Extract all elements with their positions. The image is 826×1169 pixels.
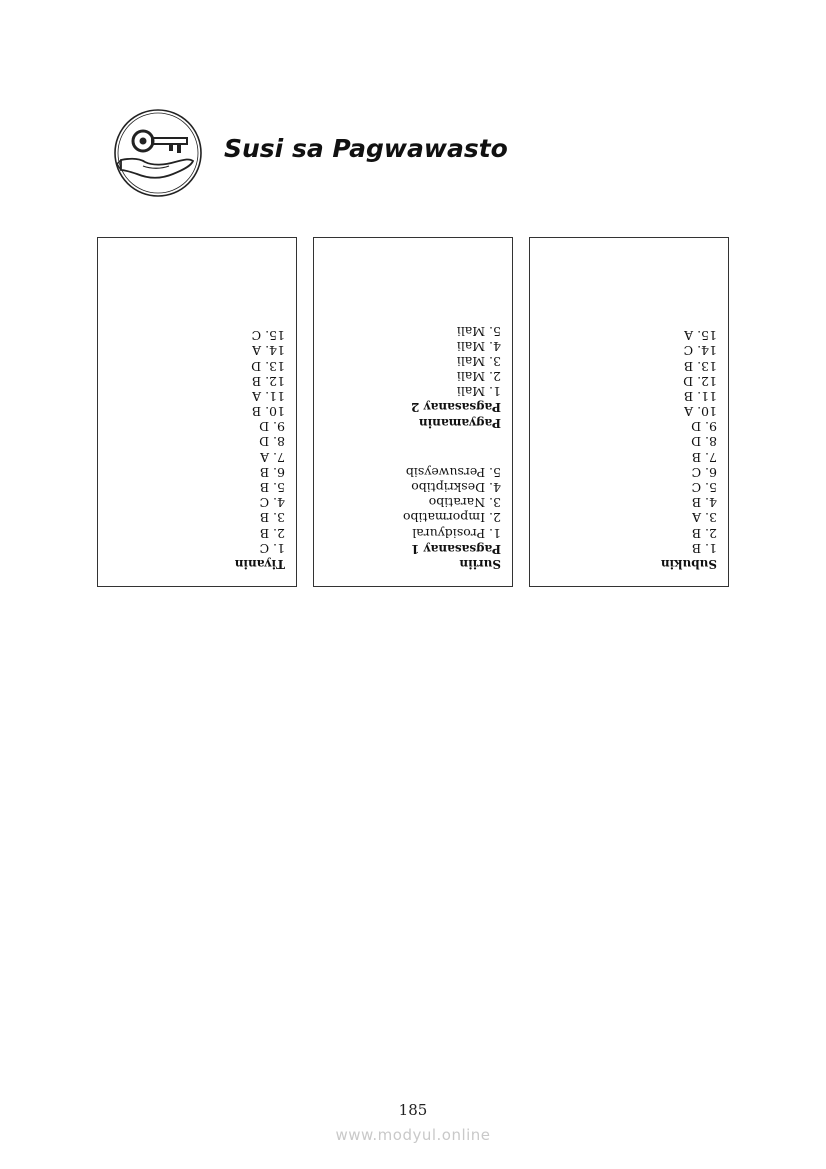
- answer-item: 13. B: [683, 358, 717, 374]
- box-heading: Subukin: [660, 557, 717, 571]
- answer-item: 11. A: [252, 388, 285, 404]
- answer-item: 10. B: [251, 404, 285, 420]
- answer-item: 2. Impormatibo: [402, 510, 501, 526]
- answer-item: 9. D: [691, 419, 717, 435]
- page-number: 185: [398, 1101, 428, 1119]
- answer-item: 10. A: [684, 404, 717, 420]
- answer-item: 15. C: [251, 328, 285, 344]
- answer-item: 15. A: [684, 328, 717, 344]
- answer-item: 2. B: [691, 525, 717, 541]
- answer-box-tiyakin: [97, 237, 297, 587]
- answer-item: 3. Naratibo: [428, 495, 501, 511]
- answer-item: 9. D: [259, 419, 285, 435]
- answer-item: 3. B: [259, 510, 285, 526]
- answer-item: 6. B: [259, 464, 285, 480]
- answer-item: 4. Deskriptibo: [411, 480, 501, 496]
- answer-item: 1. Mali: [456, 384, 501, 400]
- answer-item: 14. C: [683, 343, 717, 359]
- answer-item: 3. Mali: [456, 353, 501, 369]
- answer-item: 6. C: [691, 464, 717, 480]
- answer-item: 13. D: [251, 358, 285, 374]
- answer-item: 2. Mali: [456, 369, 501, 385]
- answer-item: 1. B: [691, 540, 717, 556]
- answer-item: 7. B: [691, 449, 717, 465]
- key-in-hand-icon: [113, 108, 203, 198]
- answer-item: 2. B: [259, 525, 285, 541]
- answer-item: 4. B: [691, 495, 717, 511]
- answer-item: 5. C: [691, 480, 717, 496]
- answer-item: 14. A: [252, 343, 285, 359]
- page-title: Susi sa Pagwawasto: [224, 134, 508, 163]
- answer-item: 11. B: [683, 388, 717, 404]
- answer-item: 8. D: [691, 434, 717, 450]
- box-subheading: Pagsasanay 1: [411, 541, 501, 556]
- answer-item: 7. A: [260, 449, 285, 465]
- answer-item: 5. Persuweysib: [405, 464, 501, 480]
- answer-item: 8. D: [259, 434, 285, 450]
- answer-item: 12. B: [251, 373, 285, 389]
- answer-item: 5. Mali: [456, 323, 501, 339]
- box-heading: Suriin: [459, 557, 501, 571]
- answer-item: 12. D: [683, 373, 717, 389]
- box-heading: Tiyanin: [234, 557, 285, 571]
- answer-item: 4. Mali: [456, 338, 501, 354]
- answer-box-suriin: [313, 237, 513, 587]
- answer-item: 3. A: [692, 510, 717, 526]
- answer-item: 4. C: [259, 495, 285, 511]
- answer-item: 1. Prosidyural: [412, 525, 501, 541]
- answer-box-subukin: [529, 237, 729, 587]
- watermark: www.modyul.online: [335, 1126, 491, 1144]
- box-heading: Pagyamanin: [418, 415, 501, 430]
- box-subheading: Pagsasanay 2: [411, 400, 501, 415]
- answer-item: 5. B: [259, 480, 285, 496]
- answer-item: 1. C: [259, 540, 285, 556]
